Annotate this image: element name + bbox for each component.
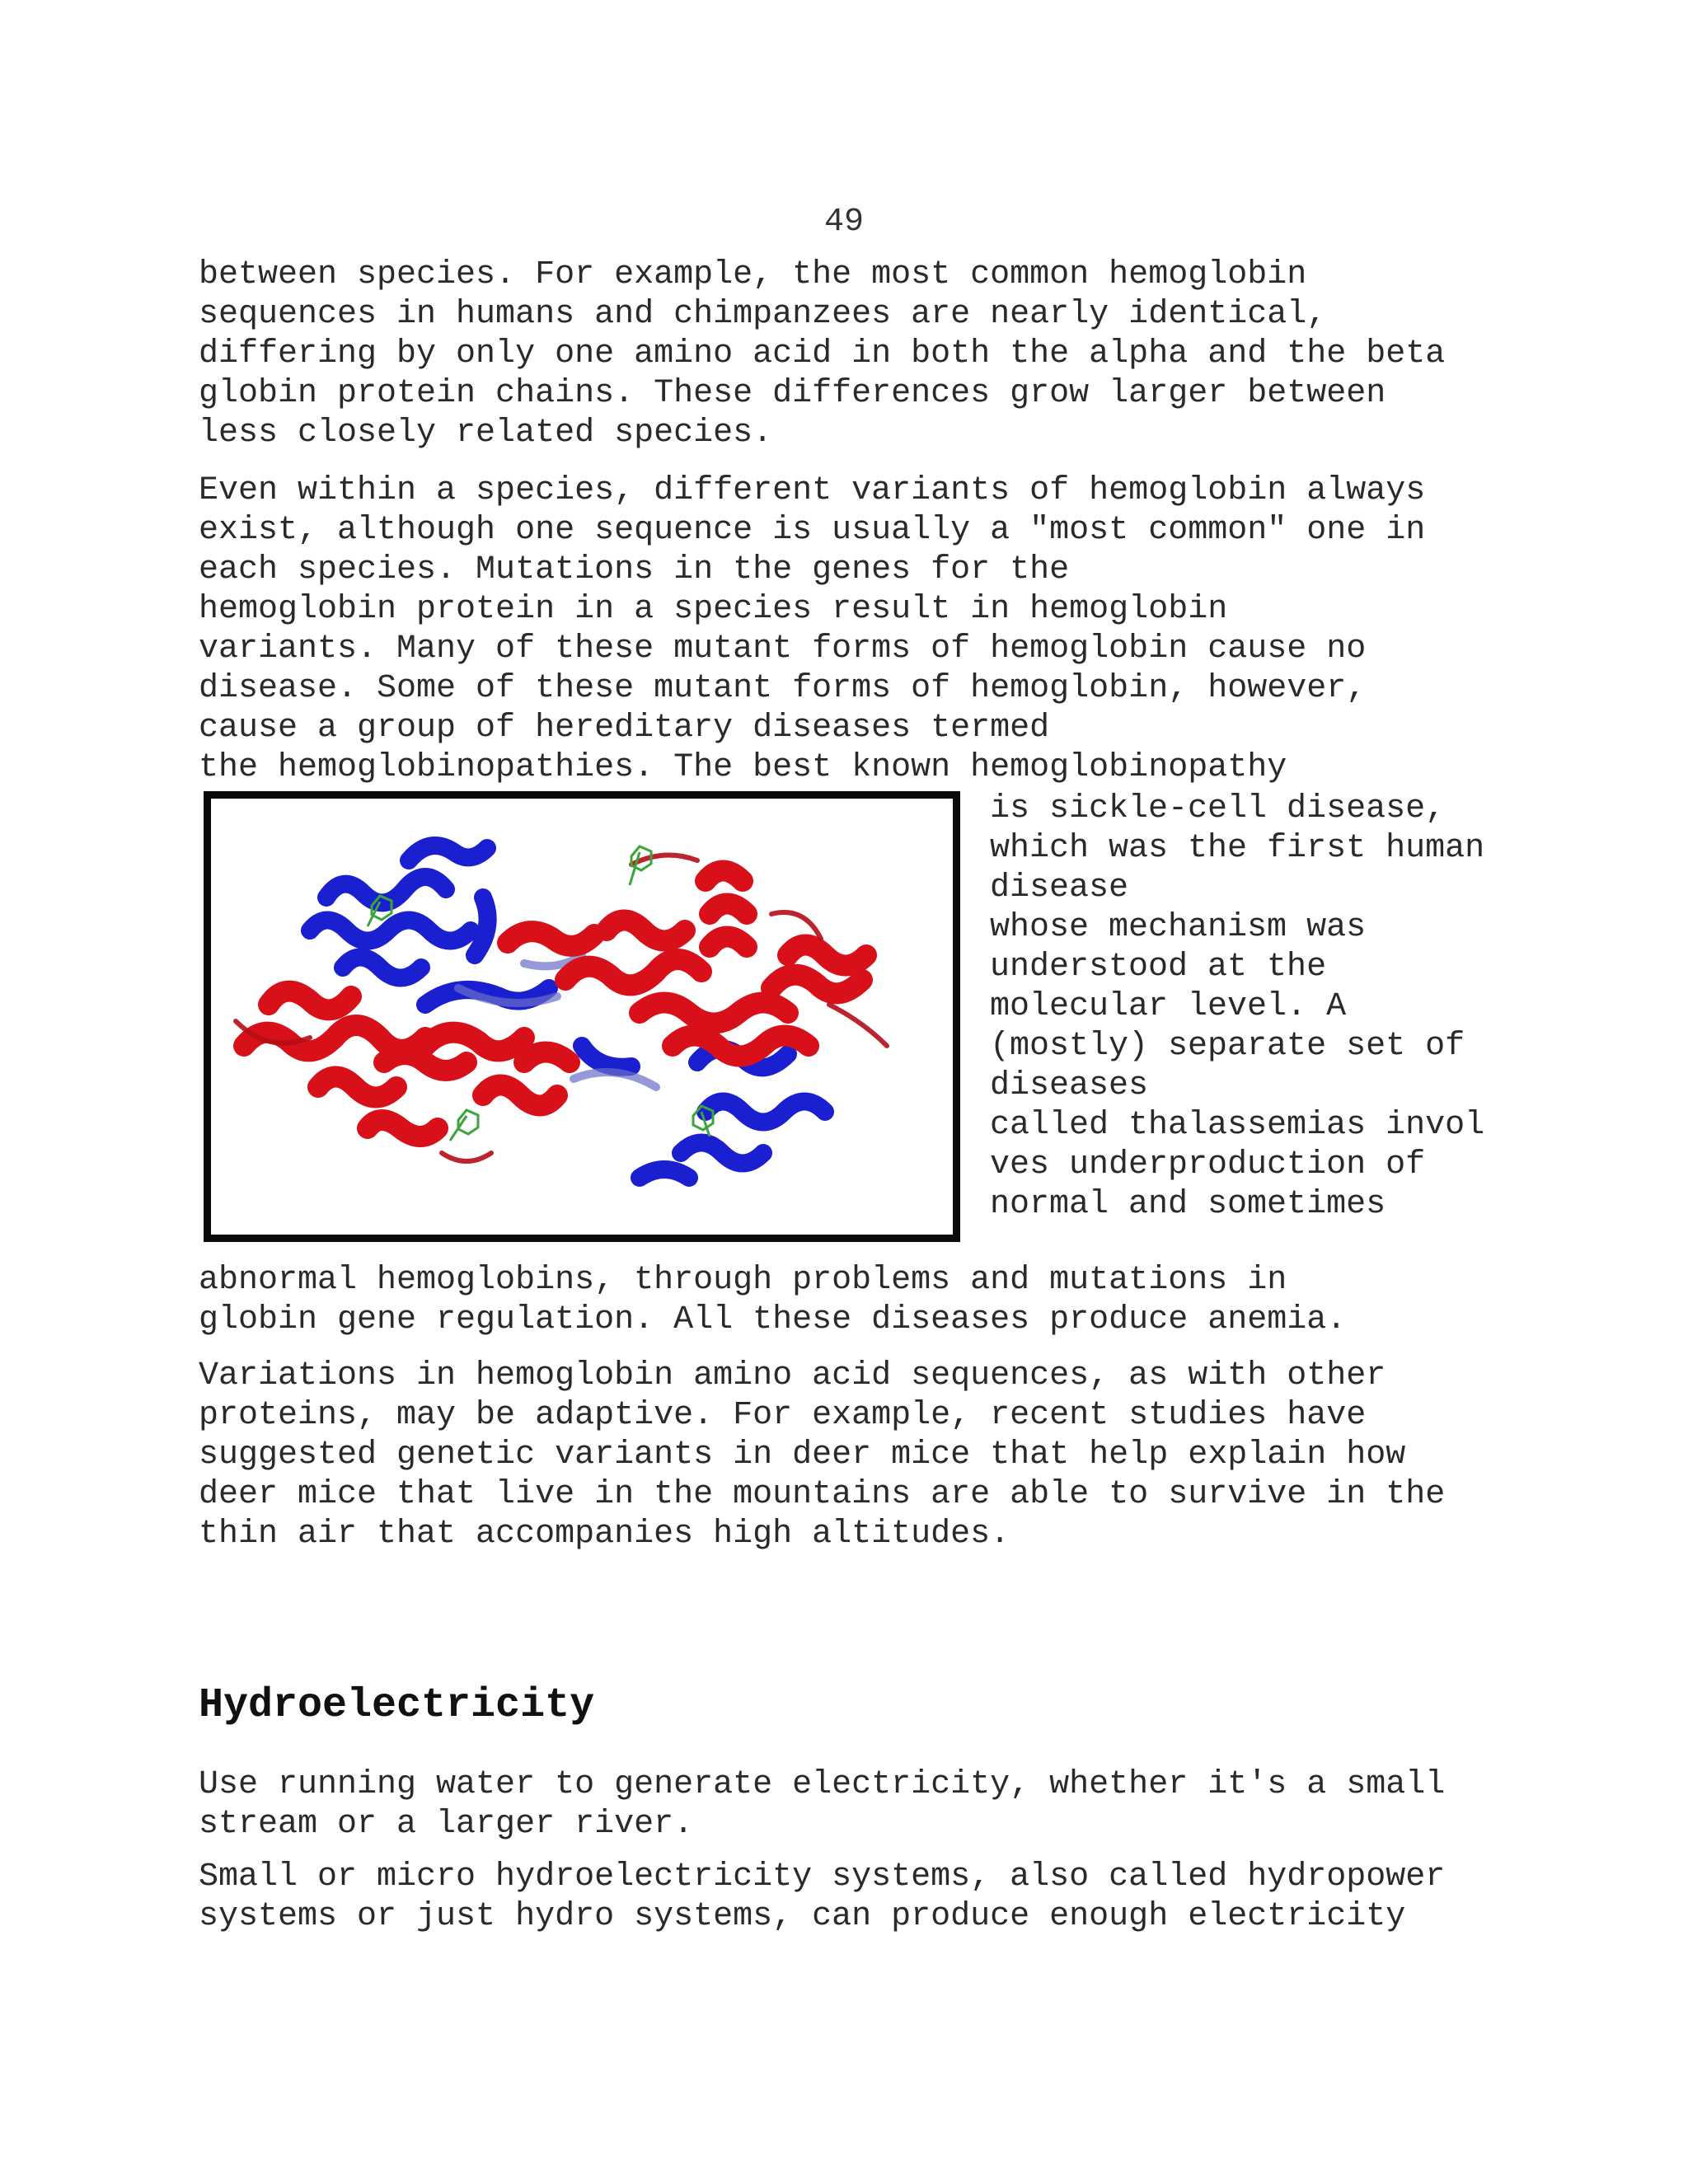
paragraph-variants [199,471,1425,788]
paragraph-thalassemia-continued [199,1261,1346,1340]
text-line: disease [990,869,1129,907]
text-line: thin air that accompanies high altitudes. [199,1516,1010,1553]
hemoglobin-structure-figure [204,791,960,1242]
text-line: Small or micro hydroelectricity systems, also called hydropower [199,1858,1446,1896]
text-line: variants. Many of these mutant forms of hemoglobin cause no [199,630,1367,668]
text-line: less closely related species. [199,415,773,452]
text-line: globin protein chains. These differences grow larger between [199,375,1386,412]
text-line: deer mice that live in the mountains are able to survive in the [199,1476,1446,1513]
paragraph-micro-hydro [199,1858,1445,1937]
text-line: called thalassemias invol [990,1107,1485,1144]
text-line: is sickle-cell disease, [990,790,1446,827]
text-line: ves underproduction of [990,1146,1426,1183]
text-line: Even within a species, different variants of hemoglobin always [199,472,1426,509]
text-line: stream or a larger river. [199,1806,694,1843]
text-line: (mostly) separate set of [990,1028,1465,1065]
text-line: disease. Some of these mutant forms of hemoglobin, however, [199,670,1367,707]
text-line: systems or just hydro systems, can produce enough electricity [199,1898,1406,1935]
text-line: which was the first human [990,830,1485,867]
text-line: differing by only one amino acid in both the alpha and the beta [199,335,1446,373]
paragraph-species-comparison [199,255,1445,453]
text-line: abnormal hemoglobins, through problems and mutations in [199,1262,1287,1299]
text-line: molecular level. A [990,988,1347,1025]
figure-wrapped-text [990,790,1484,1225]
text-line: cause a group of hereditary diseases termed [199,710,1050,747]
text-line: normal and sometimes [990,1186,1386,1223]
text-line: Use running water to generate electricity, whether it's a small [199,1766,1446,1803]
text-line: the hemoglobinopathies. The best known hemoglobinopathy [199,749,1287,786]
hemoglobin-ribbon-illustration [211,799,953,1235]
paragraph-running-water [199,1765,1445,1844]
page-number: 49 [823,204,864,241]
text-line: between species. For example, the most common hemoglobin [199,256,1307,293]
text-line: Variations in hemoglobin amino acid sequences, as with other [199,1357,1386,1394]
paragraph-adaptive-variations [199,1357,1445,1554]
text-line: hemoglobin protein in a species result in hemoglobin [199,591,1228,628]
text-line: proteins, may be adaptive. For example, recent studies have [199,1397,1367,1434]
text-line: sequences in humans and chimpanzees are nearly identical, [199,296,1327,333]
text-line: exist, although one sequence is usually a "most common" one in [199,512,1426,549]
text-line: suggested genetic variants in deer mice that help explain how [199,1436,1406,1474]
text-line: whose mechanism was [990,909,1367,946]
text-line: each species. Mutations in the genes for the [199,551,1070,588]
text-line: diseases [990,1067,1149,1104]
section-heading: Hydroelectricity [199,1682,595,1729]
text-line: globin gene regulation. All these diseases produce anemia. [199,1301,1347,1338]
text-line: understood at the [990,949,1327,986]
